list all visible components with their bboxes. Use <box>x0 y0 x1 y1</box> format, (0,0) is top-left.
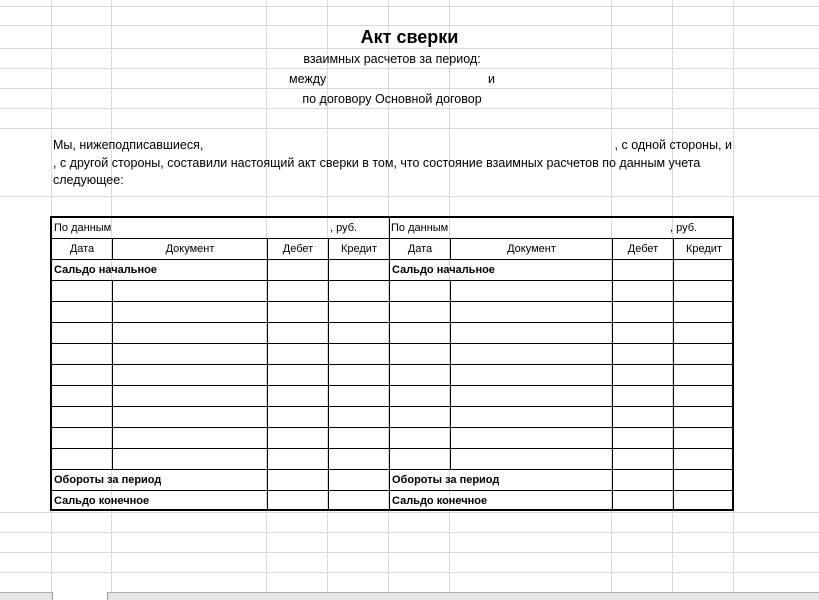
contract-line: по договору Основной договор <box>302 92 482 106</box>
paragraph-line-1 <box>53 138 732 152</box>
table-row-line <box>52 490 732 491</box>
document-title: Акт сверки <box>360 27 459 47</box>
table-row-line <box>52 406 732 407</box>
left-opening-balance: Сальдо начальное <box>54 264 157 276</box>
left-col-date: Дата <box>69 243 95 255</box>
table-row-line <box>52 322 732 323</box>
right-currency-label: , руб. <box>670 222 698 234</box>
table-row-line <box>52 385 732 386</box>
left-col-credit: Кредит <box>340 243 377 255</box>
table-row-line <box>52 427 732 428</box>
paragraph-line-1-right: , с одной стороны, и <box>614 138 732 152</box>
left-col-document: Документ <box>165 243 215 255</box>
left-date-col-line <box>112 280 113 469</box>
right-col-debit: Дебет <box>627 243 659 255</box>
table-row-line <box>52 343 732 344</box>
left-debit-col-line <box>328 238 329 509</box>
right-document-col-line <box>612 238 613 509</box>
left-turnover: Обороты за период <box>54 474 162 486</box>
period-subtitle: взаимных расчетов за период: <box>303 52 481 66</box>
table-row-line <box>52 448 732 449</box>
left-header-label: По данным <box>54 222 112 234</box>
right-col-date: Дата <box>407 243 433 255</box>
right-opening-balance: Сальдо начальное <box>392 264 495 276</box>
left-currency-label: , руб. <box>330 222 358 234</box>
table-colheader-divider <box>52 259 732 260</box>
table-header-divider <box>52 238 732 239</box>
paragraph-line-1-left: Мы, нижеподписавшиеся, <box>53 138 204 152</box>
left-closing-balance: Сальдо конечное <box>54 495 150 507</box>
sheet-tab[interactable] <box>52 592 108 600</box>
table-row-line <box>52 280 732 281</box>
paragraph-line-3: следующее: <box>53 173 124 187</box>
and-label: и <box>488 72 495 86</box>
right-closing-balance: Сальдо конечное <box>392 495 488 507</box>
right-turnover: Обороты за период <box>392 474 500 486</box>
left-date-col-line-header <box>112 238 113 259</box>
right-col-document: Документ <box>507 243 556 255</box>
right-date-col-line-header <box>450 238 451 259</box>
paragraph-line-2: , с другой стороны, составили настоящий акт сверки в том, что состояние взаимных расчетов по данным учета <box>53 156 701 170</box>
left-document-col-line <box>267 238 268 509</box>
table-row-line <box>52 301 732 302</box>
right-debit-col-line <box>673 238 674 509</box>
sheet-tab-bar <box>0 592 819 600</box>
right-header-label: По данным <box>391 222 449 234</box>
reconciliation-table <box>50 216 734 511</box>
table-row-line <box>52 364 732 365</box>
right-date-col-line <box>450 280 451 469</box>
table-row-line <box>52 469 732 470</box>
right-col-credit: Кредит <box>685 243 722 255</box>
left-col-debit: Дебет <box>282 243 314 255</box>
between-label: между <box>289 72 327 86</box>
